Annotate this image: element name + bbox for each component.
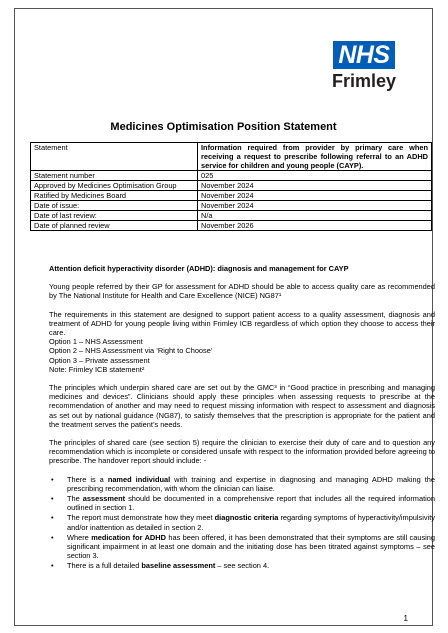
list-item-emphasis: assessment	[82, 494, 126, 504]
list-item-text: The	[67, 494, 83, 504]
meta-row	[31, 201, 432, 211]
list-item	[49, 494, 435, 512]
paragraph-requirements: The requirements in this statement are designed to support patient access to a quality assessment, diagnosis and treatment of ADHD for young people living within Frimley ICB regardless of which option they choose to access their care.	[49, 309, 435, 338]
meta-value: November 2024	[198, 191, 432, 201]
meta-value: 025	[198, 171, 432, 181]
list-item-text: should be documented in a comprehensive report that includes all the required information outlined in section 1.	[67, 494, 435, 513]
list-item-emphasis: named individual	[107, 474, 171, 484]
paragraph-shared-care: The principles of shared care (see section 5) require the clinician to exercise their duty of care and to question any recommendation which is incomplete or considered unsafe with respect to the information provided before agreeing to prescribe. The handover report should include: -	[49, 438, 435, 466]
meta-key: Date of last review:	[31, 211, 198, 221]
option-item: Option 3 – Private assessment	[49, 355, 150, 365]
meta-key: Date of issue:	[31, 201, 198, 211]
meta-key: Date of planned review	[31, 221, 198, 231]
list-item-text: There is a	[67, 474, 108, 484]
meta-key: Approved by Medicines Optimisation Group	[31, 181, 198, 191]
meta-key: Statement	[31, 143, 198, 171]
bullet-icon: •	[51, 494, 54, 504]
meta-row	[31, 191, 432, 201]
section-heading: Attention deficit hyperactivity disorder (ADHD): diagnosis and management for CAYP	[49, 264, 349, 273]
meta-value: November 2024	[198, 181, 432, 191]
list-item-text: with training and expertise in diagnosing and managing ADHD making the prescribing recommendation, with whom the clinician can liaise.	[67, 474, 435, 493]
list-item-text: Where	[67, 532, 92, 542]
list-item	[49, 513, 435, 531]
meta-row	[31, 171, 432, 181]
paragraph-principles: The principles which underpin shared care are set out by the GMC³ in “Good practice in prescribing and managing medicines and devices”. Clinicians should apply these principles when assessing requests to prescribe at the recommendation of another and may need to request missing information with respect to assessment and diagnosis as set out by national guidance (NG87), to satisfy themselves that the prescription is appropriate for the patient and the treatment serves the patient’s needs.	[49, 383, 435, 429]
logo-org-name: Frimley	[331, 71, 396, 91]
options-list	[49, 337, 435, 374]
meta-key: Statement number	[31, 171, 198, 181]
paragraph-intro: Young people referred by their GP for assessment for ADHD should be able to access quality care as recommended by The National Institute for Health and Care Excellence (NICE) NG87¹	[49, 282, 435, 301]
document-page	[14, 8, 436, 626]
bullet-icon: •	[51, 474, 54, 484]
list-item	[49, 561, 435, 570]
meta-row	[31, 181, 432, 191]
option-item: Option 2 – NHS Assessment via ‘Right to Choose’	[49, 346, 213, 356]
list-item-text: There is a full detailed	[67, 561, 142, 571]
list-item-emphasis: medication for ADHD	[91, 532, 166, 542]
list-item-text: The report must demonstrate how they meet	[67, 513, 215, 523]
statement-meta-table	[30, 142, 432, 231]
meta-row	[31, 211, 432, 221]
bullet-icon: •	[51, 561, 54, 571]
page-title: Medicines Optimisation Position Statement	[110, 121, 337, 133]
list-item-emphasis: baseline assessment	[141, 561, 216, 571]
list-item-emphasis: diagnostic criteria	[214, 513, 279, 523]
meta-row	[31, 143, 432, 171]
list-item	[49, 475, 435, 493]
meta-row	[31, 221, 432, 231]
bullet-icon: •	[51, 532, 54, 542]
meta-key: Ratified by Medicines Board	[31, 191, 198, 201]
option-note: Note: Frimley ICB statement²	[49, 364, 145, 374]
meta-value: Information required from provider by primary care when receiving a request to prescribe following referral to an ADHD service for children and young people (CAYP).	[198, 143, 432, 171]
meta-value: N/a	[198, 211, 432, 221]
meta-value: November 2026	[198, 221, 432, 231]
list-item	[49, 533, 435, 561]
nhs-frimley-logo	[332, 41, 396, 92]
list-item-text: regarding symptoms of hyperactivity/impulsivity and/or inattention as detailed in section 2.	[67, 513, 435, 532]
bullet-icon: •	[51, 513, 54, 523]
nhs-logo-mark: NHS	[333, 41, 394, 69]
page-number: 1	[403, 614, 408, 623]
option-item: Option 1 – NHS Assessment	[49, 337, 143, 347]
document-body	[49, 264, 435, 572]
list-item-text: – see section 4.	[215, 561, 270, 571]
handover-requirements-list	[49, 475, 435, 571]
list-item-text: has been offered, it has been demonstrated that their symptoms are still causing significant impairment in at least one domain and the initiating dose has been titrated against symptoms – see section 3.	[67, 532, 436, 561]
meta-value: November 2024	[198, 201, 432, 211]
